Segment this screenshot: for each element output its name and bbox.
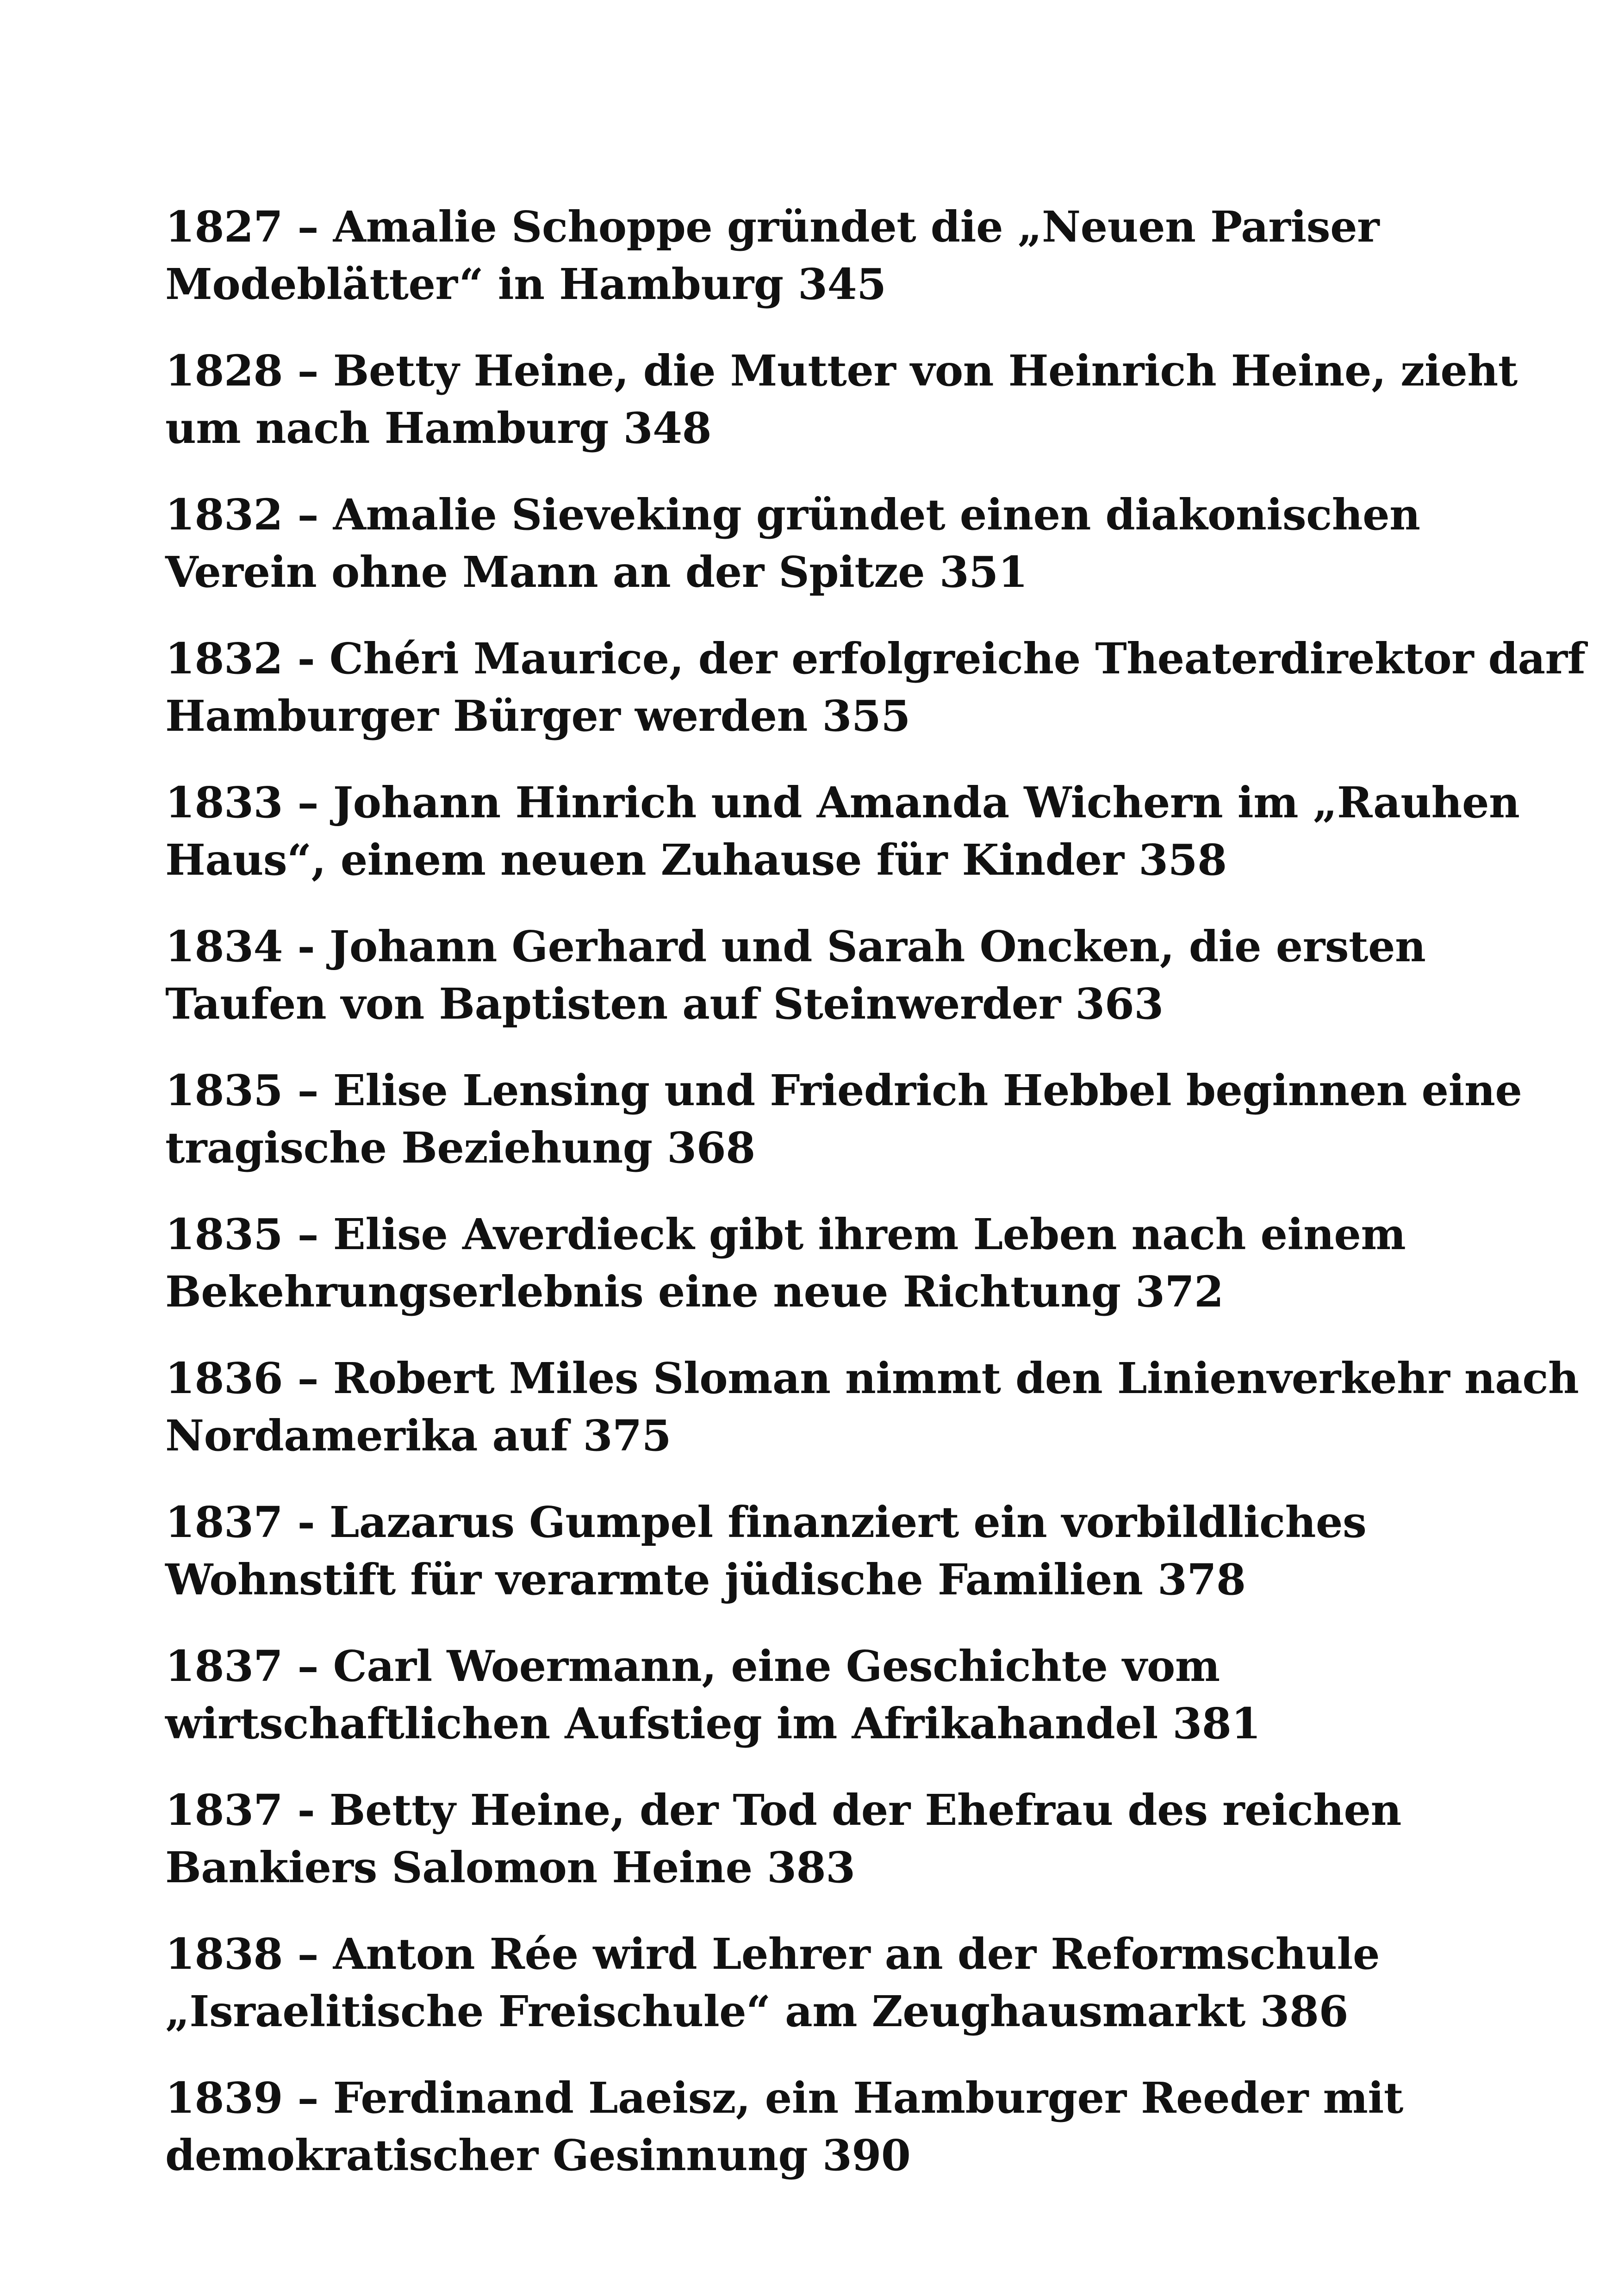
- toc-entry-line: 1834 - Johann Gerhard und Sarah Oncken, die ersten: [165, 921, 1426, 971]
- toc-entry-line: wirtschaftlichen Aufstieg im Afrikahandel 381: [165, 1699, 1261, 1748]
- toc-entry: [165, 630, 1586, 745]
- toc-entry-line: 1837 – Carl Woermann, eine Geschichte vom: [165, 1641, 1220, 1691]
- toc-entry-line: 1832 - Chéri Maurice, der erfolgreiche Theaterdirektor darf: [165, 634, 1586, 684]
- toc-entry-line: 1837 - Lazarus Gumpel finanziert ein vorbildliches: [165, 1497, 1367, 1547]
- toc-entry-line: 1833 – Johann Hinrich und Amanda Wichern im „Rauhen: [165, 778, 1520, 828]
- toc-entry-line: Taufen von Baptisten auf Steinwerder 363: [165, 979, 1164, 1029]
- toc-entry-line: demokratischer Gesinnung 390: [165, 2130, 911, 2180]
- toc-entry-line: „Israelitische Freischule“ am Zeughausmarkt 386: [165, 1986, 1348, 2036]
- toc-entry-line: Bekehrungserlebnis eine neue Richtung 372: [165, 1267, 1224, 1317]
- toc-entry-line: Nordamerika auf 375: [165, 1411, 672, 1461]
- toc-entry-line: um nach Hamburg 348: [165, 403, 712, 453]
- toc-entry: [165, 1350, 1579, 1464]
- toc-entry-line: 1839 – Ferdinand Laeisz, ein Hamburger Reeder mit: [165, 2073, 1403, 2123]
- toc-entry-line: 1835 – Elise Lensing und Friedrich Hebbel beginnen eine: [165, 1065, 1522, 1115]
- toc-entry-line: Bankiers Salomon Heine 383: [165, 1842, 855, 1892]
- toc-entry-line: 1837 - Betty Heine, der Tod der Ehefrau des reichen: [165, 1785, 1401, 1835]
- table-of-contents: [165, 198, 1586, 2213]
- toc-entry: [165, 1493, 1470, 1608]
- toc-entry: [165, 1925, 1470, 2040]
- toc-entry-line: tragische Beziehung 368: [165, 1123, 755, 1173]
- toc-entry: [165, 1637, 1470, 1752]
- toc-entry-line: 1836 – Robert Miles Sloman nimmt den Linienverkehr nach: [165, 1353, 1579, 1403]
- toc-entry: [165, 1062, 1522, 1176]
- toc-entry-line: 1835 – Elise Averdieck gibt ihrem Leben nach einem: [165, 1209, 1406, 1259]
- toc-entry: [165, 1206, 1470, 1320]
- toc-entry: [165, 1781, 1470, 1896]
- toc-entry-line: Hamburger Bürger werden 355: [165, 691, 910, 741]
- toc-entry-line: 1828 – Betty Heine, die Mutter von Heinrich Heine, zieht: [165, 346, 1518, 396]
- toc-entry: [165, 774, 1520, 889]
- toc-entry: [165, 486, 1470, 601]
- toc-entry-line: Haus“, einem neuen Zuhause für Kinder 358: [165, 835, 1227, 885]
- toc-entry: [165, 918, 1470, 1033]
- toc-entry: [165, 198, 1470, 313]
- toc-entry-line: 1827 – Amalie Schoppe gründet die „Neuen Pariser: [165, 202, 1380, 252]
- toc-entry-line: 1838 – Anton Rée wird Lehrer an der Reformschule: [165, 1929, 1380, 1979]
- toc-entry: [165, 2069, 1470, 2184]
- toc-entry-line: Modeblätter“ in Hamburg 345: [165, 259, 886, 309]
- toc-entry-line: Wohnstift für verarmte jüdische Familien 378: [165, 1555, 1246, 1605]
- toc-entry-line: Verein ohne Mann an der Spitze 351: [165, 547, 1028, 597]
- toc-entry: [165, 342, 1518, 457]
- toc-entry-line: 1832 – Amalie Sieveking gründet einen diakonischen: [165, 490, 1420, 540]
